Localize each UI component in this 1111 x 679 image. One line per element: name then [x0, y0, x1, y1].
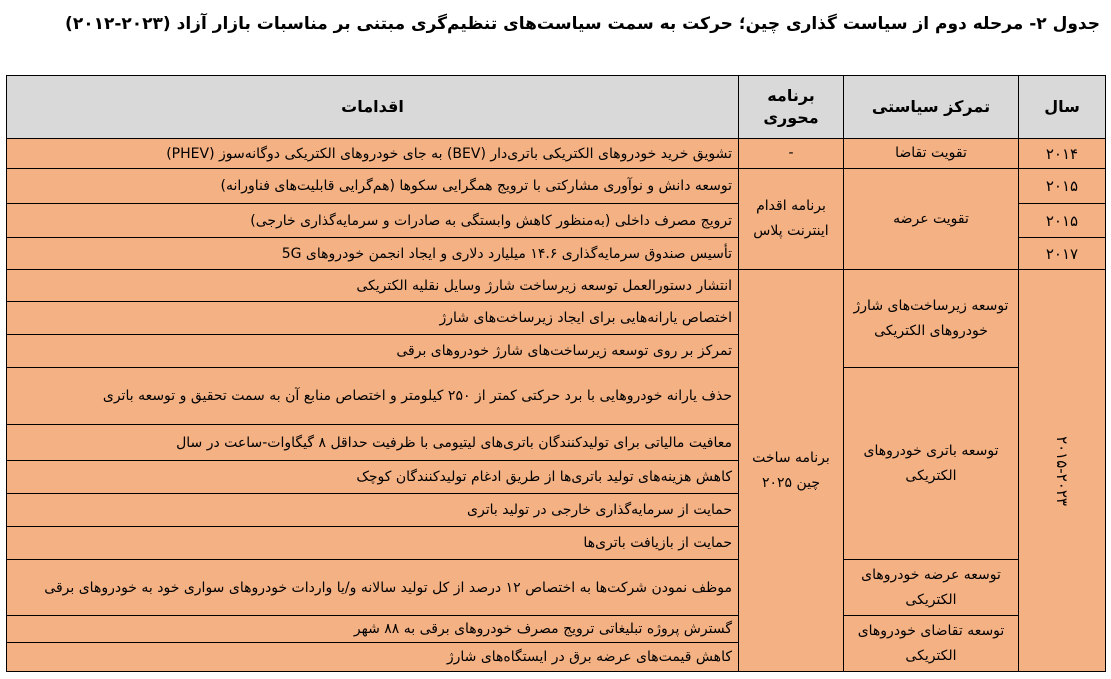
- year-cell: ۲۰۱۵: [1019, 169, 1106, 204]
- action-cell: معافیت مالیاتی برای تولیدکنندگان باتری‌های لیتیومی با ظرفیت حداقل ۸ گیگاوات-ساعت در سال: [7, 425, 739, 461]
- program-cell: برنامه اقدام اینترنت پلاس: [739, 169, 844, 270]
- action-cell: اختصاص یارانه‌هایی برای ایجاد زیرساخت‌های شارژ: [7, 302, 739, 335]
- header-program: برنامه محوری: [739, 76, 844, 139]
- action-cell: توسعه دانش و نوآوری مشارکتی با ترویج همگرایی سکوها (هم‌گرایی قابلیت‌های فناورانه): [7, 169, 739, 204]
- table-row: [7, 169, 1106, 204]
- action-cell: تأسیس صندوق سرمایه‌گذاری ۱۴.۶ میلیارد دلاری و ایجاد انجمن خودروهای 5G: [7, 238, 739, 270]
- header-year: سال: [1019, 76, 1106, 139]
- action-cell: تشویق خرید خودروهای الکتریکی باتری‌دار (BEV) به جای خودروهای الکتریکی دوگانه‌سوز (PHEV): [7, 139, 739, 169]
- action-cell: گسترش پروژه تبلیغاتی ترویج مصرف خودروهای برقی به ۸۸ شهر: [7, 616, 739, 643]
- action-cell: ترویج مصرف داخلی (به‌منظور کاهش وابستگی به صادرات و سرمایه‌گذاری خارجی): [7, 204, 739, 238]
- table-row: [7, 560, 1106, 616]
- focus-cell: توسعه زیرساخت‌های شارژ خودروهای الکتریکی: [844, 270, 1019, 368]
- table-row: [7, 270, 1106, 302]
- year-cell: [1019, 270, 1106, 672]
- action-cell: کاهش هزینه‌های تولید باتری‌ها از طریق ادغام تولیدکنندگان کوچک: [7, 461, 739, 494]
- action-cell: حذف یارانه خودروهایی با برد حرکتی کمتر از ۲۵۰ کیلومتر و اختصاص منابع آن به سمت تحقیق و توسعه باتری: [7, 368, 739, 425]
- focus-cell: تقویت عرضه: [844, 169, 1019, 270]
- page-title: جدول ۲- مرحله دوم از سیاست گذاری چین؛ حرکت به سمت سیاست‌های تنظیم‌گری مبتنی بر مناسبات بازار آزاد (۲۰۲۳-۲۰۱۲): [65, 14, 1100, 34]
- action-cell: موظف نمودن شرکت‌ها به اختصاص ۱۲ درصد از کل تولید سالانه و/یا واردات خودروهای سواری خود به خودروهای برقی: [7, 560, 739, 616]
- action-cell: حمایت از بازیافت باتری‌ها: [7, 527, 739, 560]
- header-row: [7, 76, 1106, 139]
- action-cell: تمرکز بر روی توسعه زیرساخت‌های شارژ خودروهای برقی: [7, 335, 739, 368]
- year-cell: ۲۰۱۴: [1019, 139, 1106, 169]
- focus-cell: توسعه عرضه خودروهای الکتریکی: [844, 560, 1019, 616]
- program-cell: -: [739, 139, 844, 169]
- program-cell: برنامه ساخت چین ۲۰۲۵: [739, 270, 844, 672]
- action-cell: حمایت از سرمایه‌گذاری خارجی در تولید باتری: [7, 494, 739, 527]
- action-cell: انتشار دستورالعمل توسعه زیرساخت شارژ وسایل نقلیه الکتریکی: [7, 270, 739, 302]
- policy-table: [6, 75, 1106, 672]
- focus-cell: توسعه تقاضای خودروهای الکتریکی: [844, 616, 1019, 672]
- year-range-vertical: ۲۰۱۵-۲۰۲۳: [1053, 435, 1071, 506]
- action-cell: کاهش قیمت‌های عرضه برق در ایستگاه‌های شارژ: [7, 643, 739, 672]
- year-cell: ۲۰۱۷: [1019, 238, 1106, 270]
- header-focus: تمرکز سیاستی: [844, 76, 1019, 139]
- table-row: [7, 139, 1106, 169]
- focus-cell: توسعه باتری خودروهای الکتریکی: [844, 368, 1019, 560]
- table-row: [7, 616, 1106, 643]
- header-actions: اقدامات: [7, 76, 739, 139]
- table-row: [7, 368, 1106, 425]
- focus-cell: تقویت تقاضا: [844, 139, 1019, 169]
- year-cell: ۲۰۱۵: [1019, 204, 1106, 238]
